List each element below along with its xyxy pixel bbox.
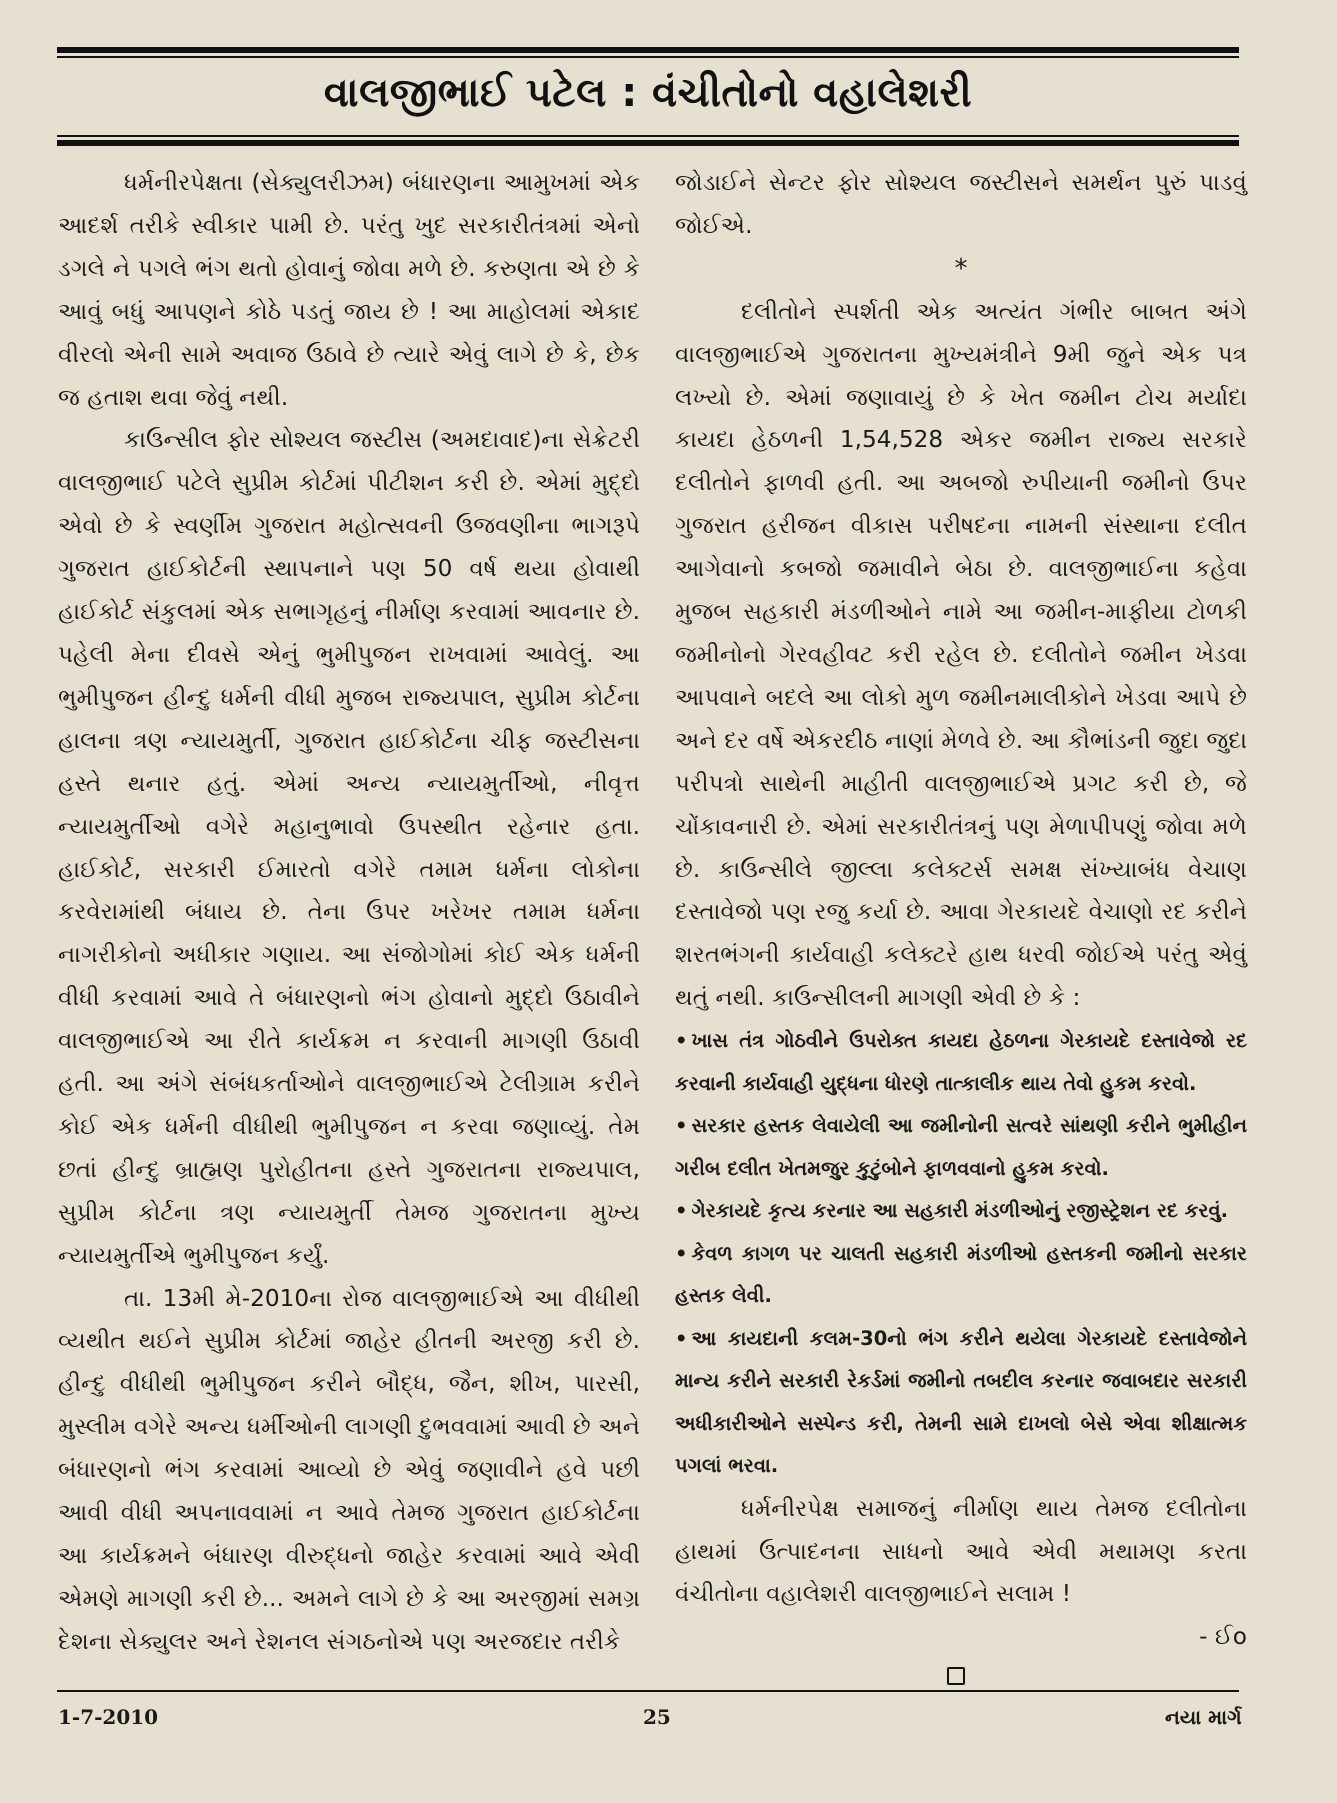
article-title: વાલજીભાઈ પટેલ : વંચીતોનો વહાલેશરી	[323, 70, 973, 116]
publication-name: નયા માર્ગ	[1165, 1705, 1242, 1729]
paragraph: તા. 13મી મે-2010ના રોજ વાલજીભાઈએ આ વીધીથી વ્યથીત થઈને સુપ્રીમ કોર્ટમાં જાહેર હીતની અરજી કરી છે. હીન્દુ વીધીથી ભુમીપુજન કરીને બૌદ્ધ, જૈન, શીખ, પારસી, મુસ્લીમ વગેરે અન્ય ધર્મીઓની લાગણી દુભવવામાં આવી છે અને બંધારણનો ભંગ કરવામાં આવ્યો છે એવું જણાવીને હવે પછી આવી વીધી અપનાવવામાં ન આવે તેમજ ગુજરાત હાઈકોર્ટના આ કાર્યક્રમને બંધારણ વીરુદ્ધનો જાહેર કરવામાં આવે એવી એમણે માગણી કરી છે... અમને લાગે છે કે આ અરજીમાં સમગ્ર દેશના સેક્યુલર અને રેશનલ સંગઠનોએ પણ અરજદાર તરીકે	[58, 1284, 640, 1655]
paragraph: ધર્મનીરપેક્ષતા (સેક્યુલરીઝમ) બંધારણના આમુખમાં એક આદર્શ તરીકે સ્વીકાર પામી છે. પરંતુ ખુદ સરકારીતંત્રમાં એનો ડગલે ને પગલે ભંગ થતો હોવાનું જોવા મળે છે. કરુણતા એ છે કે આવું બધું આપણને કોઠે પડતું જાય છે ! આ માહોલમાં એકાદ વીરલો એની સામે અવાજ ઉઠાવે છે ત્યારે એવું લાગે છે કે, છેક જ હતાશ થવા જેવું નથી.	[58, 169, 640, 411]
closing-paragraph: ધર્મનીરપેક્ષ સમાજનું નીર્માણ થાય તેમજ દલીતોના હાથમાં ઉત્પાદનના સાધનો આવે એવી મથામણ કરતા વંચીતોના વહાલેશરી વાલજીભાઈને સલામ !	[675, 1494, 1247, 1608]
list-item: • સરકાર હસ્તક લેવાયેલી આ જમીનોની સત્વરે સાંથણી કરીને ભુમીહીન ગરીબ દલીત ખેતમજુર કુટુંબોને ફાળવવાનો હુકમ કરવો.	[675, 1114, 1247, 1180]
list-item: • ખાસ તંત્ર ગોઠવીને ઉપરોક્ત કાયદા હેઠળના ગેરકાયદે દસ્તાવેજો રદ કરવાની કાર્યવાહી યુદ્ધના ધોરણે તાત્કાલીક થાય તેવો હુકમ કરવો.	[675, 1029, 1247, 1095]
left-column	[58, 162, 640, 1664]
footer-rule	[57, 1690, 1239, 1692]
top-rule-thin	[57, 56, 1239, 58]
page-number: 25	[643, 1705, 671, 1729]
demands-list	[675, 1020, 1247, 1488]
right-column	[675, 162, 1247, 1659]
list-item: • આ કાયદાની કલમ-30નો ભંગ કરીને થયેલા ગેરકાયદે દસ્તાવેજોને માન્ય કરીને સરકારી રેકર્ડમાં જમીનો તબદીલ કરનાર જવાબદાર સરકારી અધીકારીઓને સસ્પેન્ડ કરી, તેમની સામે દાખલો બેસે એવા શીક્ષાત્મક પગલાં ભરવા.	[675, 1326, 1247, 1478]
paragraph: દલીતોને સ્પર્શતી એક અત્યંત ગંભીર બાબત અંગે વાલજીભાઈએ ગુજરાતના મુખ્યમંત્રીને 9મી જુને એક પત્ર લખ્યો છે. એમાં જણાવાયું છે કે ખેત જમીન ટોચ મર્યાદા કાયદા હેઠળની 1,54,528 એકર જમીન રાજ્ય સરકારે દલીતોને ફાળવી હતી. આ અબજો રુપીયાની જમીનો ઉપર ગુજરાત હરીજન વીકાસ પરીષદના નામની સંસ્થાના દલીત આગેવાનો કબજો જમાવીને બેઠા છે. વાલજીભાઈના કહેવા મુજબ સહકારી મંડળીઓને નામે આ જમીન-માફીયા ટોળકી જમીનોનો ગેરવહીવટ કરી રહેલ છે. દલીતોને જમીન ખેડવા આપવાને બદલે આ લોકો મુળ જમીનમાલીકોને ખેડવા આપે છે અને દર વર્ષે એકરદીઠ નાણાં મેળવે છે. આ કૌભાંડની જુદા જુદા પરીપત્રો સાથેની માહીતી વાલજીભાઈએ પ્રગટ કરી છે, જે ચોંકાવનારી છે. એમાં સરકારીતંત્રનું પણ મેળાપીપણું જોવા મળે છે. કાઉન્સીલે જીલ્લા કલેક્ટર્સ સમક્ષ સંખ્યાબંધ વેચાણ દસ્તાવેજો પણ રજુ કર્યા છે. આવા ગેરકાયદે વેચાણો રદ કરીને શરતભંગની કાર્યવાહી કલેક્ટરે હાથ ધરવી જોઈએ પરંતુ એવું થતું નથી. કાઉન્સીલની માગણી એવી છે કે :	[675, 297, 1248, 1012]
paragraph: કાઉન્સીલ ફોર સોશ્યલ જસ્ટીસ (અમદાવાદ)ના સેક્રેટરી વાલજીભાઈ પટેલે સુપ્રીમ કોર્ટમાં પીટીશન કરી છે. એમાં મુદ્દો એવો છે કે સ્વર્ણીમ ગુજરાત મહોત્સવની ઉજવણીના ભાગરૂપે ગુજરાત હાઈકોર્ટની સ્થાપનાને પણ 50 વર્ષ થયા હોવાથી હાઈકોર્ટ સંકુલમાં એક સભાગૃહનું નીર્માણ કરવામાં આવનાર છે. પહેલી મેના દીવસે એનું ભુમીપુજન રાખવામાં આવેલું. આ ભુમીપુજન હીન્દુ ધર્મની વીધી મુજબ રાજ્યપાલ, સુપ્રીમ કોર્ટના હાલના ત્રણ ન્યાયમુર્તી, ગુજરાત હાઈકોર્ટના ચીફ જસ્ટીસના હસ્તે થનાર હતું. એમાં અન્ય ન્યાયમુર્તીઓ, નીવૃત્ત ન્યાયમુર્તીઓ વગેરે મહાનુભાવો ઉપસ્થીત રહેનાર હતા. હાઈકોર્ટ, સરકારી ઈમારતો વગેરે તમામ ધર્મના લોકોના કરવેરામાંથી બંધાય છે. તેના ઉપર ખરેખર તમામ ધર્મના નાગરીકોનો અધીકાર ગણાય. આ સંજોગોમાં કોઈ એક ધર્મની વીધી કરવામાં આવે તે બંધારણનો ભંગ હોવાનો મુદ્દો ઉઠાવીને વાલજીભાઈએ આ રીતે કાર્યક્રમ ન કરવાની માગણી ઉઠાવી હતી. આ અંગે સંબંધકર્તાઓને વાલજીભાઈએ ટેલીગ્રામ કરીને કોઈ એક ધર્મની વીધીથી ભુમીપુજન ન કરવા જણાવ્યું. તેમ છતાં હીન્દુ બ્રાહ્મણ પુરોહીતના હસ્તે ગુજરાતના રાજ્યપાલ, સુપ્રીમ કોર્ટના ત્રણ ન્યાયમુર્તી તેમજ ગુજરાતના મુખ્ય ન્યાયમુર્તીએ ભુમીપુજન કર્યું.	[58, 426, 640, 1269]
top-rule-thick	[57, 47, 1239, 53]
footer-date: 1-7-2010	[58, 1705, 159, 1729]
title-rule-thin	[57, 135, 1239, 137]
list-item: • કેવળ કાગળ પર ચાલતી સહકારી મંડળીઓ હસ્તકની જમીનો સરકાર હસ્તક લેવી.	[675, 1241, 1247, 1308]
paragraph-continued: જોડાઈને સેન્ટર ફોર સોશ્યલ જસ્ટીસને સમર્થન પુરું પાડવું જોઈએ.	[675, 169, 1247, 239]
title-rule-thick	[57, 140, 1239, 146]
section-separator: *	[954, 253, 968, 284]
list-item: • ગેરકાયદે કૃત્ય કરનાર આ સહકારી મંડળીઓનું રજીસ્ટ્રેશન રદ કરવું.	[675, 1199, 1229, 1223]
signature: - ઈo	[1199, 1623, 1247, 1651]
end-of-article-mark	[947, 1667, 965, 1685]
